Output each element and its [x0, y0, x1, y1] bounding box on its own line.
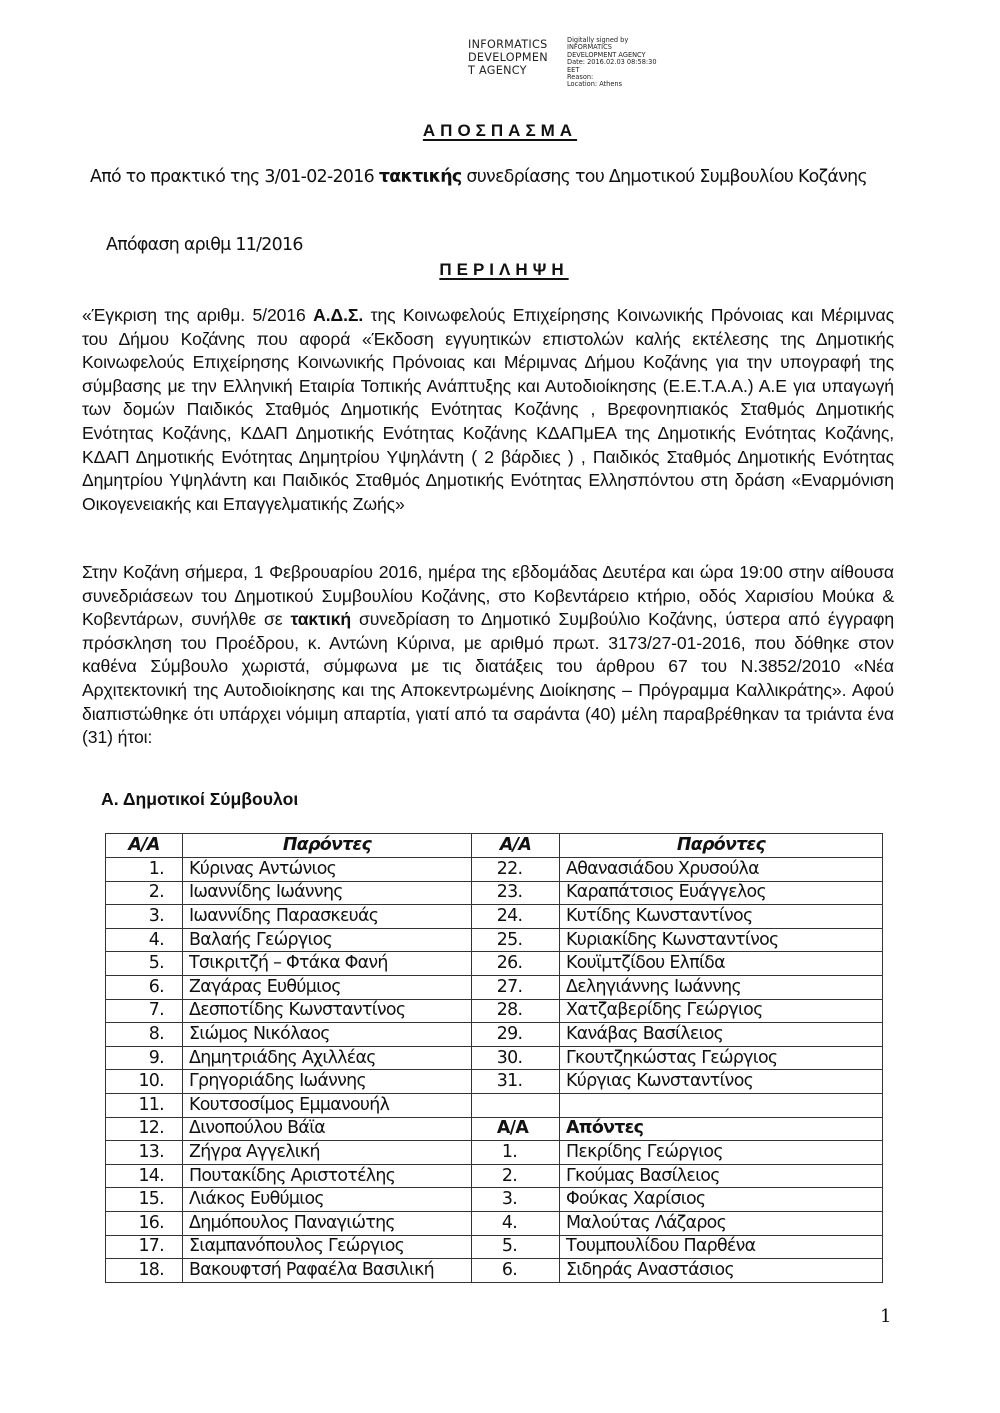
- table-row: [106, 1211, 883, 1235]
- signer-line: T AGENCY: [468, 64, 527, 77]
- table-row: [106, 1023, 883, 1047]
- signature-signer: [468, 38, 563, 77]
- signer-line: DEVELOPMEN: [468, 51, 548, 64]
- member-name: Κυτίδης Κωνσταντίνος: [560, 905, 883, 929]
- row-index: 5.: [106, 952, 183, 976]
- row-index: 2.: [472, 1164, 560, 1188]
- member-name: Κουϊμτζίδου Ελπίδα: [560, 952, 883, 976]
- table-row: [106, 928, 883, 952]
- row-index: 7.: [106, 999, 183, 1023]
- table-row: [106, 1188, 883, 1212]
- row-index: 31.: [472, 1070, 560, 1094]
- summary-text-end: της Κοινωφελούς Επιχείρησης Κοινωνικής Πρόνοιας και Μέριμνας του Δήμου Κοζάνης που αφορά «Έκδοση εγγυητικών επιστολών καλής εκτέλεσης της Δημοτικής Κοινωφελούς Επιχείρησης Κοινωνικής Πρόνοιας και Μέριμνας Δήμου Κοζάνης για την υπογραφή της σύμβασης με την Ελληνική Εταιρία Τοπικής Ανάπτυξης και Αυτοδιοίκησης (Ε.Ε.Τ.Α.Α.) Α.Ε για υπαγωγή των δομών Παιδικός Σταθμός Δημοτικής Ενότητας Κοζάνης , Βρεφονηπιακός Σταθμός Δημοτικής Ενότητας Κοζάνης, ΚΔΑΠ Δημοτικής Ενότητας Κοζάνης ΚΔΑΠμΕΑ της Δημοτικής Ενότητας Κοζάνης, ΚΔΑΠ Δημοτικής Ενότητας Δημητρίου Υψηλάντη ( 2 βάρδιες ) , Παιδικός Σταθμός Δημοτικής Ενότητας Δημητρίου Υψηλάντη και Παιδικός Σταθμός Δημοτικής Ενότητας Ελλησπόντου στη δράση «Εναρμόνιση Οικογενειακής και Επαγγελματικής Ζωής»: [82, 305, 895, 514]
- member-name: Γρηγοριάδης Ιωάννης: [183, 1070, 472, 1094]
- row-index: 10.: [106, 1070, 183, 1094]
- row-index: 12.: [106, 1117, 183, 1141]
- table-row: [106, 999, 883, 1023]
- member-name: Κύργιας Κωνσταντίνος: [560, 1070, 883, 1094]
- row-index: 5.: [472, 1235, 560, 1259]
- member-name: Ζαγάρας Ευθύμιος: [183, 975, 472, 999]
- intro-bold: τακτικής: [378, 167, 462, 187]
- member-name: Δημητριάδης Αχιλλέας: [183, 1046, 472, 1070]
- absent-header: Απόντες: [560, 1117, 883, 1141]
- document-title: ΑΠΟΣΠΑΣΜΑ: [422, 121, 578, 140]
- row-index: 17.: [106, 1235, 183, 1259]
- intro-text-end: συνεδρίασης του Δημοτικού Συμβουλίου Κοζάνης: [461, 167, 867, 187]
- meeting-text: Στην Κοζάνη σήμερα, 1 Φεβρουαρίου 2016, ημέρα της εβδομάδας Δευτέρα και ώρα 19:00 στην αίθουσα συνεδριάσεων του Δημοτικού Συμβουλίου Κοζάνης, στο Κοβεντάρειο κτήριο, οδός Χαρισίου Μούκα & Κοβεντάρων, συνήλθε σε: [82, 562, 894, 630]
- signature-detail-line: Location: Athens: [567, 80, 623, 89]
- member-name: Ιωαννίδης Ιωάννης: [183, 881, 472, 905]
- table-row: [106, 1046, 883, 1070]
- row-index: 28.: [472, 999, 560, 1023]
- row-index: 4.: [472, 1211, 560, 1235]
- table-row: [106, 1235, 883, 1259]
- intro-text: Από το πρακτικό της 3/01-02-2016: [90, 167, 379, 187]
- row-index: 13.: [106, 1141, 183, 1165]
- meeting-paragraph: [82, 561, 894, 750]
- row-index: 3.: [106, 905, 183, 929]
- row-index: 8.: [106, 1023, 183, 1047]
- summary-text: «Έγκριση της αριθμ. 5/2016: [82, 305, 314, 325]
- member-name: Σιώμος Νικόλαος: [183, 1023, 472, 1047]
- summary-paragraph: [82, 304, 894, 516]
- member-name: Σιδηράς Αναστάσιος: [560, 1259, 883, 1283]
- member-name: Μαλούτας Λάζαρος: [560, 1211, 883, 1235]
- meeting-bold: τακτική: [290, 609, 352, 630]
- intro-paragraph: [82, 166, 894, 190]
- member-name: Τουμπουλίδου Παρθένα: [560, 1235, 883, 1259]
- table-row: [106, 975, 883, 999]
- section-heading-councillors: Α. Δημοτικοί Σύμβουλοι: [101, 789, 299, 809]
- page-number: 1: [880, 1306, 892, 1327]
- member-name: Δεληγιάννης Ιωάννης: [560, 975, 883, 999]
- signature-detail-line: INFORMATICS: [567, 43, 612, 52]
- table-row: [106, 952, 883, 976]
- member-name: Πεκρίδης Γεώργιος: [560, 1141, 883, 1165]
- header-present: Παρόντες: [183, 834, 472, 858]
- signature-detail-line: EET: [567, 65, 580, 74]
- signer-line: INFORMATICS: [468, 38, 548, 51]
- decision-number: Απόφαση αριθμ 11/2016: [106, 235, 303, 255]
- row-index: 9.: [106, 1046, 183, 1070]
- member-name: Κυριακίδης Κωνσταντίνος: [560, 928, 883, 952]
- signature-detail-line: Digitally signed by: [567, 36, 629, 44]
- member-name: Γκούμας Βασίλειος: [560, 1164, 883, 1188]
- member-name: [560, 1093, 883, 1117]
- table-row: [106, 1164, 883, 1188]
- member-name: Ζήγρα Αγγελική: [183, 1141, 472, 1165]
- row-index: 29.: [472, 1023, 560, 1047]
- signature-detail-line: Date: 2016.02.03 08:58:30: [567, 58, 657, 67]
- member-name: Σιαμπανόπουλος Γεώργιος: [183, 1235, 472, 1259]
- row-index: 23.: [472, 881, 560, 905]
- row-index: 15.: [106, 1188, 183, 1212]
- member-name: Κανάβας Βασίλειος: [560, 1023, 883, 1047]
- member-name: Πουτακίδης Αριστοτέλης: [183, 1164, 472, 1188]
- row-index: 26.: [472, 952, 560, 976]
- row-index: 16.: [106, 1211, 183, 1235]
- row-index: 11.: [106, 1093, 183, 1117]
- row-index: 24.: [472, 905, 560, 929]
- row-index: 1.: [106, 858, 183, 882]
- member-name: Κουτσοσίμος Εμμανουήλ: [183, 1093, 472, 1117]
- member-name: Δινοπούλου Βάϊα: [183, 1117, 472, 1141]
- table-row: [106, 1117, 883, 1141]
- row-index: 2.: [106, 881, 183, 905]
- summary-bold: Α.Δ.Σ.: [313, 305, 364, 325]
- header-index: Α/Α: [106, 834, 183, 858]
- member-name: Βαλαής Γεώργιος: [183, 928, 472, 952]
- member-name: Τσικριτζή – Φτάκα Φανή: [183, 952, 472, 976]
- row-index: 6.: [106, 975, 183, 999]
- table-row: [106, 1259, 883, 1283]
- summary-title: ΠΕΡΙΛΗΨΗ: [439, 260, 569, 279]
- member-name: Γκουτζηκώστας Γεώργιος: [560, 1046, 883, 1070]
- row-index: 22.: [472, 858, 560, 882]
- member-name: Λιάκος Ευθύμιος: [183, 1188, 472, 1212]
- meeting-text-end: συνεδρίαση το Δημοτικό Συμβούλιο Κοζάνης, ύστερα από έγγραφη πρόσκληση του Προέδρου, κ. Αντώνη Κύρινα, με αριθμό πρωτ. 3173/27-01-2016, που δόθηκε στον καθένα Σύμβουλο χωριστά, σύμφωνα με τις διατάξεις του άρθρου 67 του Ν.3852/2010 «Νέα Αρχιτεκτονική της Αυτοδιοίκησης και της Αποκεντρωμένης Διοίκησης – Πρόγραμμα Καλλικράτης». Αφού διαπιστώθηκε ότι υπάρχει νόμιμη απαρτία, γιατί από τα σαράντα (40) μέλη παραβρέθηκαν τα τριάντα ένα (31) ήτοι:: [82, 609, 894, 748]
- table-row: [106, 858, 883, 882]
- attendance-table: [105, 833, 883, 1283]
- row-index: 4.: [106, 928, 183, 952]
- row-index: 6.: [472, 1259, 560, 1283]
- row-index: 3.: [472, 1188, 560, 1212]
- row-index: 14.: [106, 1164, 183, 1188]
- table-row: [106, 1070, 883, 1094]
- table-row: [106, 1141, 883, 1165]
- member-name: Φούκας Χαρίσιος: [560, 1188, 883, 1212]
- table-row: [106, 905, 883, 929]
- row-index: [472, 1093, 560, 1117]
- header-present: Παρόντες: [560, 834, 883, 858]
- member-name: Αθανασιάδου Χρυσούλα: [560, 858, 883, 882]
- table-row: [106, 881, 883, 905]
- member-name: Δεσποτίδης Κωνσταντίνος: [183, 999, 472, 1023]
- member-name: Κύρινας Αντώνιος: [183, 858, 472, 882]
- signature-detail-line: DEVELOPMENT AGENCY: [567, 50, 646, 59]
- member-name: Ιωαννίδης Παρασκευάς: [183, 905, 472, 929]
- table-row: [106, 1093, 883, 1117]
- header-index: Α/Α: [472, 834, 560, 858]
- row-index: 1.: [472, 1141, 560, 1165]
- absent-header-index: Α/Α: [472, 1117, 560, 1141]
- member-name: Καραπάτσιος Ευάγγελος: [560, 881, 883, 905]
- table-header-row: [106, 834, 883, 858]
- member-name: Δημόπουλος Παναγιώτης: [183, 1211, 472, 1235]
- row-index: 30.: [472, 1046, 560, 1070]
- signature-detail-line: Reason:: [567, 73, 594, 82]
- row-index: 18.: [106, 1259, 183, 1283]
- row-index: 27.: [472, 975, 560, 999]
- member-name: Χατζαβερίδης Γεώργιος: [560, 999, 883, 1023]
- signature-details: [567, 37, 677, 89]
- member-name: Βακουφτσή Ραφαέλα Βασιλική: [183, 1259, 472, 1283]
- row-index: 25.: [472, 928, 560, 952]
